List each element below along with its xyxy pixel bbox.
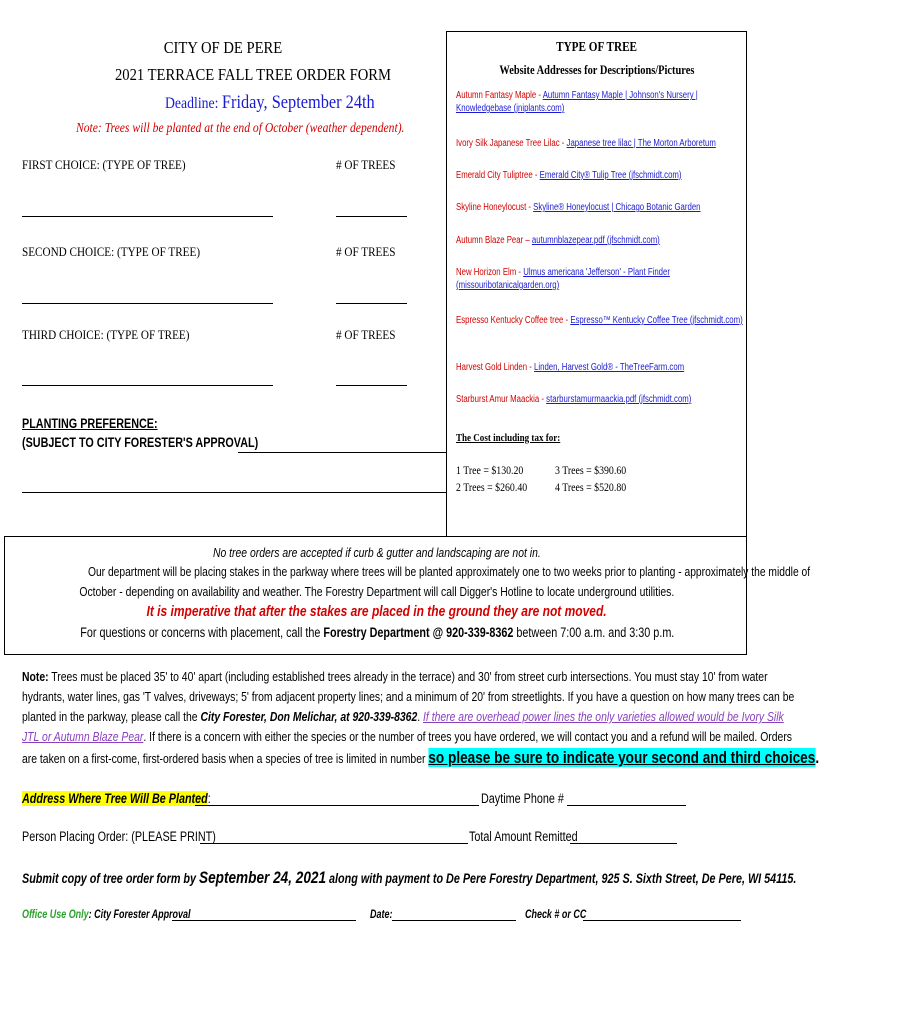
third-count-label: # OF TREES <box>336 327 396 342</box>
third-choice-label: THIRD CHOICE: (TYPE OF TREE) <box>22 327 190 342</box>
first-choice-field[interactable] <box>22 216 273 217</box>
daytime-phone-field[interactable] <box>567 805 686 806</box>
address-label: Address Where Tree Will Be Planted <box>22 791 208 806</box>
check-cc-label: Check # or CC <box>525 909 587 921</box>
person-placing-field[interactable] <box>200 843 468 844</box>
forestry-phone: Forestry Department @ 920-339-8362 <box>323 625 514 640</box>
tree-entry-starburst-amur-maackia <box>456 393 745 406</box>
planting-preference-subtitle: (SUBJECT TO CITY FORESTER'S APPROVAL) <box>22 435 259 450</box>
cost-1-tree: 1 Tree = $130.20 <box>456 463 524 477</box>
tree-sep: - <box>563 315 571 326</box>
note-line-5 <box>22 748 819 768</box>
power-lines-note: If there are overhead power lines the only varieties allowed would be Ivory Silk <box>423 709 784 724</box>
office-use-label: Office Use Only <box>22 909 89 921</box>
tree-entry-espresso-coffee-tree <box>456 314 745 327</box>
tree-sep: - <box>559 138 567 149</box>
note-text: . <box>815 748 820 767</box>
tree-entry-autumn-fantasy-maple <box>456 89 745 115</box>
deadline-label: Deadline: <box>165 95 219 112</box>
planting-preference-title: PLANTING PREFERENCE: <box>22 416 158 431</box>
submit-date: September 24, 2021 <box>199 868 327 887</box>
tree-entry-autumn-blaze-pear <box>456 234 745 247</box>
tree-link[interactable]: Japanese tree lilac | The Morton Arboretum <box>566 138 716 149</box>
second-count-label: # OF TREES <box>336 244 396 259</box>
office-date-field[interactable] <box>392 920 516 921</box>
tree-link[interactable]: Linden, Harvest Gold® - TheTreeFarm.com <box>534 362 685 373</box>
note-text: Trees must be placed 35' to 40' apart (including established trees already in the terrace) and 30' from street curb intersections. You must stay 10' from water <box>48 669 768 684</box>
cost-4-trees: 4 Trees = $520.80 <box>555 480 627 494</box>
tree-link[interactable]: Skyline® Honeylocust | Chicago Botanic Garden <box>533 202 701 213</box>
notice-contact <box>0 625 762 640</box>
tree-entry-new-horizon-elm <box>456 266 745 292</box>
third-choice-field[interactable] <box>22 385 273 386</box>
note-label: Note: <box>22 669 49 684</box>
note-text: planted in the parkway, please call the <box>22 709 201 724</box>
form-title: 2021 TERRACE FALL TREE ORDER FORM <box>114 65 392 84</box>
first-choice-label: FIRST CHOICE: (TYPE OF TREE) <box>22 157 186 172</box>
third-count-field[interactable] <box>336 385 407 386</box>
power-lines-varieties: JTL or Autumn Blaze Pear <box>22 729 144 744</box>
deadline <box>165 92 375 114</box>
note-line-2: hydrants, water lines, gas 'T valves, driveways; 5' from adjacent property lines; and a minimum of 20' from streetlights. If you have a question on how many trees can be <box>22 689 795 704</box>
tree-entry-skyline-honeylocust <box>456 201 745 214</box>
note-line-1 <box>22 669 768 684</box>
contact-pre: For questions or concerns with placement, call the <box>79 625 324 640</box>
second-choice-field[interactable] <box>22 303 273 304</box>
city-forester-contact: City Forester, Don Melichar, at 920-339-8362 <box>200 709 418 724</box>
tree-name: Ivory Silk Japanese Tree Lilac <box>456 138 560 149</box>
second-count-field[interactable] <box>336 303 407 304</box>
tree-link[interactable]: Ulmus americana 'Jefferson' - Plant Finder (missouribotanicalgarden.org) <box>456 267 670 291</box>
choices-highlight: so please be sure to indicate your second and third choices <box>428 748 816 767</box>
submit-post: along with payment to De Pere Forestry Department, 925 S. Sixth Street, De Pere, WI 54115. <box>326 871 797 886</box>
deadline-value: Friday, September 24th <box>221 92 375 113</box>
notice-curb-gutter: No tree orders are accepted if curb & gutter and landscaping are not in. <box>213 545 541 560</box>
cost-title: The Cost including tax for: <box>456 432 561 444</box>
tree-sep: - <box>532 170 540 181</box>
tree-link[interactable]: autumnblazepear.pdf (jfschmidt.com) <box>531 235 660 246</box>
first-count-field[interactable] <box>336 216 407 217</box>
contact-post: between 7:00 a.m. and 3:30 p.m. <box>513 625 675 640</box>
address-row <box>22 791 211 806</box>
tree-name: Emerald City Tuliptree <box>456 170 533 181</box>
tree-entry-ivory-silk-lilac <box>456 137 745 150</box>
planting-note-text: Trees will be planted at the end of October (weather dependent). <box>104 120 405 135</box>
tree-panel-subtitle: Website Addresses for Descriptions/Pictures <box>499 62 694 77</box>
address-colon: : <box>207 791 211 806</box>
note-text: are taken on a first-come, first-ordered basis when a species of tree is limited in number <box>22 751 429 766</box>
tree-entry-harvest-gold-linden <box>456 361 745 374</box>
note-line-3 <box>22 709 784 724</box>
tree-name: Autumn Fantasy Maple <box>456 90 537 101</box>
tree-sep: - <box>516 267 524 278</box>
first-count-label: # OF TREES <box>336 157 396 172</box>
tree-name: New Horizon Elm <box>456 267 517 278</box>
tree-sep: - <box>526 202 534 213</box>
tree-link[interactable]: Autumn Fantasy Maple | Johnson's Nursery | Knowledgebase (jniplants.com) <box>456 90 698 114</box>
tree-panel-title: TYPE OF TREE <box>556 40 637 55</box>
second-choice-label: SECOND CHOICE: (TYPE OF TREE) <box>22 244 201 259</box>
forester-approval-label: : City Forester Approval <box>88 909 191 921</box>
tree-link[interactable]: Espresso™ Kentucky Coffee Tree (jfschmidt.com) <box>570 315 743 326</box>
submit-instructions <box>22 868 796 888</box>
planting-preference-field-2[interactable] <box>22 492 446 493</box>
daytime-phone-label: Daytime Phone # <box>481 791 564 806</box>
tree-entry-emerald-city-tuliptree <box>456 169 745 182</box>
notice-availability: October - depending on availability and weather. The Forestry Department will call Digger's Hotline to locate underground utilities. <box>79 584 675 599</box>
tree-sep: – <box>523 235 532 246</box>
office-use-row <box>22 909 190 921</box>
forester-approval-field[interactable] <box>172 920 356 921</box>
office-date-label: Date: <box>370 909 393 921</box>
submit-pre: Submit copy of tree order form by <box>22 871 200 886</box>
person-placing-label: Person Placing Order: (PLEASE PRINT) <box>22 829 216 844</box>
notice-imperative: It is imperative that after the stakes are placed in the ground they are not moved. <box>146 603 608 620</box>
note-text: . If there is a concern with either the species or the number of trees you have ordered, we will contact you and a refund will be mailed. Orders <box>143 729 792 744</box>
tree-name: Skyline Honeylocust <box>456 202 527 213</box>
cost-3-trees: 3 Trees = $390.60 <box>555 463 627 477</box>
city-title: CITY OF DE PERE <box>163 38 283 57</box>
tree-link[interactable]: Emerald City® Tulip Tree (jfschmidt.com) <box>539 170 682 181</box>
note-text: . <box>417 709 424 724</box>
note-line-4 <box>22 729 792 744</box>
total-remitted-field[interactable] <box>570 843 677 844</box>
address-field[interactable] <box>195 805 479 806</box>
notice-stakes: Our department will be placing stakes in the parkway where trees will be planted approximately one to two weeks prior to planting - approximately the middle of <box>87 564 811 579</box>
total-remitted-label: Total Amount Remitted <box>469 829 578 844</box>
tree-link[interactable]: starburstamurmaackia.pdf (jfschmidt.com) <box>546 394 692 405</box>
planting-preference-field-1[interactable] <box>238 452 446 453</box>
tree-name: Starburst Amur Maackia <box>456 394 540 405</box>
planting-note <box>76 120 404 136</box>
tree-sep: - <box>539 394 547 405</box>
tree-sep: - <box>536 90 543 101</box>
tree-sep: - <box>527 362 535 373</box>
cost-2-trees: 2 Trees = $260.40 <box>456 480 528 494</box>
tree-name: Autumn Blaze Pear <box>456 235 524 246</box>
planting-note-label: Note: <box>76 120 102 135</box>
tree-name: Espresso Kentucky Coffee tree <box>456 315 564 326</box>
check-cc-field[interactable] <box>583 920 741 921</box>
tree-name: Harvest Gold Linden <box>456 362 528 373</box>
